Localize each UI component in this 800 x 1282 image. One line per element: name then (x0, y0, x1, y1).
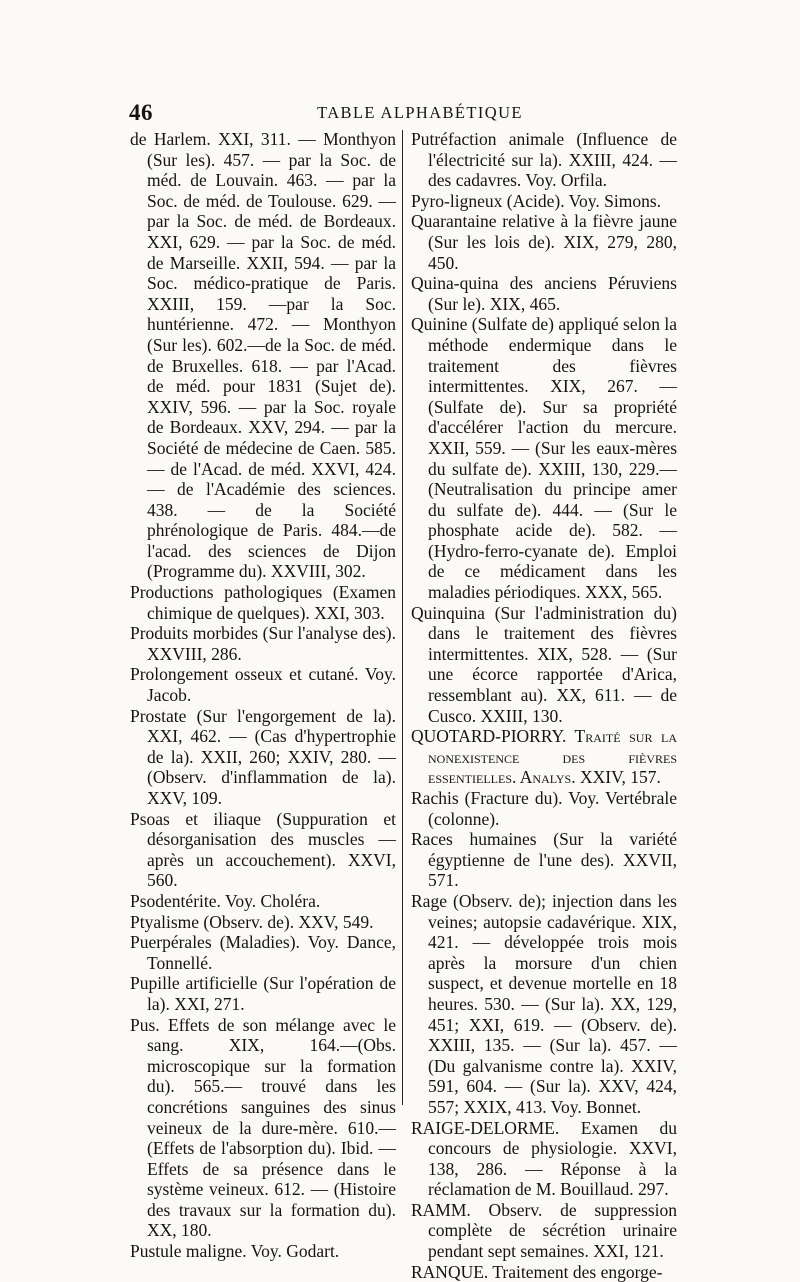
index-entry: Quinine (Sulfate de) appliqué selon la méthode endermique dans le traitement des fièvres intermittentes. XIX, 267. —(Sulfate de). Sur sa propriété d'accélérer l'action du mercure. XXII, 559. — (Sur les eaux-mères du sulfate de). XXIII, 130, 229.—(Neutralisation du principe amer du sulfate de). 444. — (Sur le phosphate acide de). 582. — (Hydro-ferro-cyanate de). Emploi de ce médicament dans les maladies périodiques. XXX, 565. (411, 314, 677, 603)
index-entry: Putréfaction animale (Influence de l'électricité sur la). XXIII, 424. —des cadavres. Voy. Orfila. (411, 129, 677, 191)
index-entry-author: RANQUE. Traitement des engorge- (411, 1261, 663, 1282)
index-entry: Psoas et iliaque (Suppuration et désorganisation des muscles — après un accouchement). XXVI, 560. (130, 808, 396, 891)
index-entry: Psodentérite. Voy. Choléra. (130, 890, 321, 911)
index-entry: Quarantaine relative à la fièvre jaune (Sur les lois de). XIX, 279, 280, 450. (411, 211, 677, 273)
index-entry: Produits morbides (Sur l'analyse des). XXVIII, 286. (130, 623, 396, 664)
running-title: TABLE ALPHABÉTIQUE (317, 103, 523, 122)
column-divider (402, 130, 403, 1105)
index-entry: Races humaines (Sur la variété égyptienne de l'une des). XXVII, 571. (411, 829, 677, 891)
index-entry: Prostate (Sur l'engorgement de la). XXI, 462. — (Cas d'hypertrophie de la). XXII, 260; XXIV, 280. — (Observ. d'inflammation de la). XXV, 109. (130, 705, 396, 808)
index-entry: Ptyalisme (Observ. de). XXV, 549. (130, 911, 374, 932)
index-entry: Quina-quina des anciens Péruviens (Sur le). XIX, 465. (411, 273, 677, 314)
index-entry: Productions pathologiques (Examen chimique de quelques). XXI, 303. (130, 582, 396, 623)
page-number: 46 (129, 100, 153, 125)
index-column-right (411, 129, 677, 1282)
index-entry: Pustule maligne. Voy. Godart. (130, 1241, 340, 1262)
index-entry-author: QUOTARD-PIORRY. Traité sur la nonexistence des fièvres essentielles. Analys. XXIV, 157. (411, 726, 677, 788)
index-entry: Puerpérales (Maladies). Voy. Dance, Tonnellé. (130, 932, 396, 973)
index-entry-author: RAIGE-DELORME. Examen du concours de physiologie. XXVI, 138, 286. — Réponse à la réclamation de M. Bouillaud. 297. (411, 1117, 677, 1200)
index-entry: Rachis (Fracture du). Voy. Vertébrale (colonne). (411, 788, 677, 829)
index-entry: Pupille artificielle (Sur l'opération de la). XXI, 271. (130, 973, 396, 1014)
index-entry-author: RAMM. Observ. de suppression complète de sécrétion urinaire pendant sept semaines. XXI, 121. (411, 1199, 677, 1262)
index-entry: de Harlem. XXI, 311. — Monthyon (Sur les). 457. — par la Soc. de méd. de Louvain. 463. — par la Soc. de méd. de Toulouse. 629. — par la Soc. de méd. de Bordeaux. XXI, 629. — par la Soc. de méd. de Marseille. XXII, 594. — par la Soc. médico-pratique de Paris. XXIII, 159. —par la Soc. huntérienne. 472. — Monthyon (Sur les). 602.—de la Soc. de méd. de Bruxelles. 618. — par l'Acad. de méd. pour 1831 (Sujet de). XXIV, 596. — par la Soc. royale de Bordeaux. XXV, 294. — par la Société de médecine de Caen. 585. — de l'Acad. de méd. XXVI, 424. — de l'Académie des sciences. 438. — de la Société phrénologique de Paris. 484.—de l'acad. des sciences de Dijon (Programme du). XXVIII, 302. (130, 129, 396, 582)
index-entry: Pyro-ligneux (Acide). Voy. Simons. (411, 190, 662, 211)
index-entry: Pus. Effets de son mélange avec le sang. XIX, 164.—(Obs. microscopique sur la formation du). 565.— trouvé dans les concrétions sanguines des sinus veineux de la dure-mère. 610.—(Effets de l'absorption du). Ibid. — Effets de sa présence dans le système veineux. 612. — (Histoire des travaux sur la formation du). XX, 180. (130, 1014, 396, 1241)
index-entry: Rage (Observ. de); injection dans les veines; autopsie cadavérique. XIX, 421. — développée trois mois après la morsure d'un chien suspect, et devenue mortelle en 18 heures. 530. — (Sur la). XX, 129, 451; XXI, 619. — (Observ. de). XXIII, 135. — (Sur la). 457. —(Du galvanisme contre la). XXIV, 591, 604. — (Sur la). XXV, 424, 557; XXIX, 413. Voy. Bonnet. (411, 890, 677, 1117)
index-entry: Prolongement osseux et cutané. Voy. Jacob. (130, 664, 396, 706)
index-entry: Quinquina (Sur l'administration du) dans le traitement des fièvres intermittentes. XIX, 528. — (Sur une écorce rapportée d'Arica, ressemblant au). XX, 611. — de Cusco. XXIII, 130. (411, 602, 677, 726)
index-column-left (130, 129, 396, 1262)
